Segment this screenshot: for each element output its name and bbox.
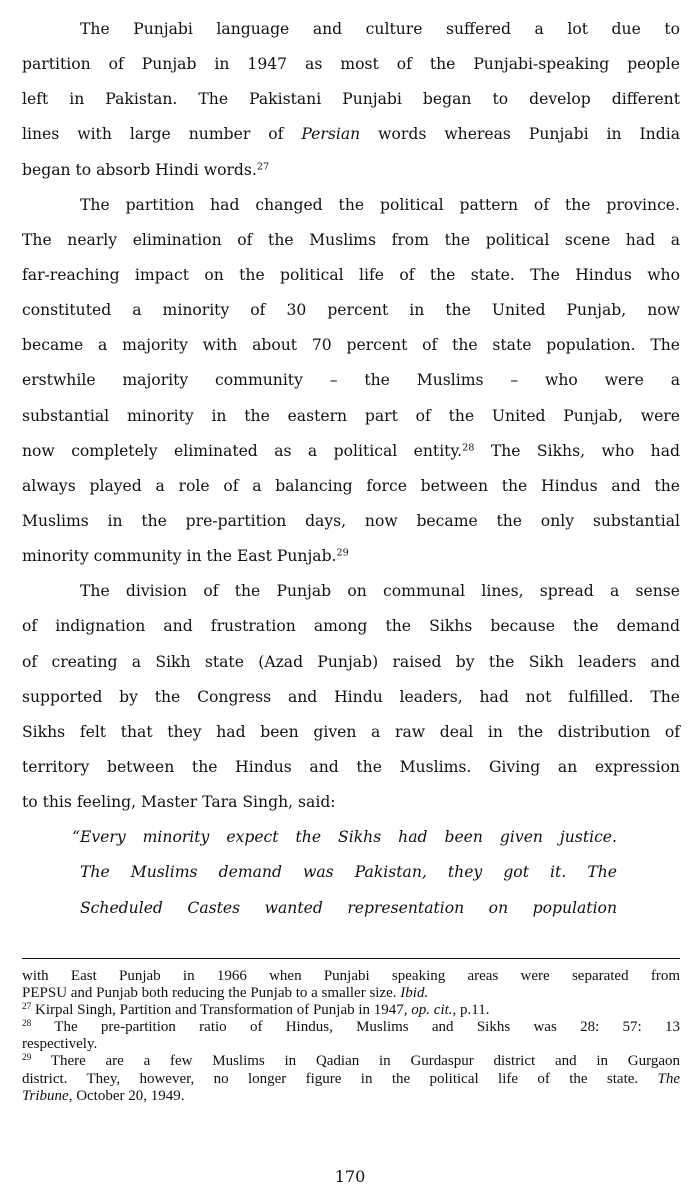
text-line (22, 469, 680, 504)
text-span: The division of the Punjab on communal lines, spread a sense (80, 582, 680, 601)
text-span: PEPSU and Punjab both reducing the Punjab to a smaller size. (22, 985, 401, 1002)
text-line (22, 1053, 680, 1070)
text-line (22, 891, 617, 926)
block-quote (22, 820, 680, 925)
body-text (22, 12, 680, 926)
text-line (22, 645, 680, 680)
text-span: became a majority with about 70 percent of the state population. The (22, 336, 680, 355)
text-span: The Punjabi language and culture suffered a lot due to (80, 20, 680, 38)
text-span: substantial minority in the eastern part of the United Punjab, were (22, 406, 680, 425)
text-span: There are a few Muslims in Qadian in Gurdaspur district and in Gurgaon (31, 1053, 680, 1070)
text-span: , p.11. (452, 1002, 490, 1019)
text-line (22, 680, 680, 715)
text-line (22, 47, 680, 82)
text-line (22, 1071, 680, 1088)
text-line (22, 785, 680, 820)
text-line (22, 82, 680, 117)
text-span: always played a role of a balancing force between the Hindus and the (22, 476, 680, 495)
text-span: now completely eliminated as a political entity. (22, 441, 463, 460)
text-span: Scheduled Castes wanted representation on population (80, 898, 617, 917)
text-span: partition of Punjab in 1947 as most of the Punjabi-speaking people (22, 55, 680, 74)
text-span: minority community in the East Punjab. (22, 547, 337, 566)
text-span: supported by the Congress and Hindu leaders, had not fulfilled. The (22, 687, 680, 706)
text-line (22, 539, 680, 574)
paragraph (22, 188, 680, 575)
text-line (22, 399, 680, 434)
text-span: of indignation and frustration among the Sikhs because the demand (22, 617, 680, 636)
text-span: territory between the Hindus and the Muslims. Giving an expression (22, 757, 680, 776)
text-line (22, 1088, 680, 1105)
footnotes (22, 968, 680, 1105)
text-span: with East Punjab in 1966 when Punjabi speaking areas were separated from (22, 968, 680, 984)
text-line (22, 750, 680, 785)
text-line (22, 117, 680, 152)
text-line (22, 985, 680, 1002)
text-line (22, 258, 680, 293)
italic-text: op. cit. (411, 1002, 453, 1019)
text-line (22, 504, 680, 539)
text-span: lines with large number of (22, 125, 302, 144)
text-line (22, 715, 680, 750)
text-span: “Every minority expect the Sikhs had been given justice. (72, 828, 617, 847)
footnote-ref: 27 (22, 1002, 32, 1013)
text-line (22, 820, 617, 855)
footnote-separator (22, 958, 680, 959)
text-line (22, 188, 680, 223)
text-line (22, 363, 680, 398)
italic-text: Tribune (22, 1087, 69, 1104)
text-span: left in Pakistan. The Pakistani Punjabi began to develop different (22, 90, 680, 109)
text-line (22, 434, 680, 469)
footnote (22, 1002, 680, 1019)
text-line (22, 855, 617, 890)
footnote (22, 1019, 680, 1053)
text-span: constituted a minority of 30 percent in the United Punjab, now (22, 301, 680, 320)
text-span: erstwhile majority community – the Muslims – who were a (22, 371, 680, 390)
text-span: respectively. (22, 1036, 98, 1053)
text-line (22, 1036, 680, 1053)
footnote-ref: 27 (256, 161, 270, 173)
text-span: The Sikhs, who had (474, 441, 680, 460)
text-line (22, 328, 680, 363)
text-span: , October 20, 1949. (68, 1087, 185, 1104)
text-line (22, 293, 680, 328)
footnote (22, 968, 680, 1002)
text-span: far-reaching impact on the political life of the state. The Hindus who (22, 265, 680, 284)
text-line (22, 12, 680, 47)
paragraph (22, 12, 680, 188)
footnote-ref: 29 (22, 1053, 32, 1064)
text-line (22, 609, 680, 644)
text-span: Muslims in the pre-partition days, now became the only substantial (22, 511, 680, 530)
italic-text: Ibid. (400, 985, 429, 1002)
text-span: to this feeling, Master Tara Singh, said: (22, 793, 336, 812)
text-span: Sikhs felt that they had been given a raw deal in the distribution of (22, 722, 680, 741)
footnote-ref: 29 (336, 547, 349, 559)
text-span: Kirpal Singh, Partition and Transformation of Punjab in 1947, (31, 1002, 412, 1019)
page-number: 170 (334, 1167, 366, 1186)
italic-text: Persian (301, 125, 361, 144)
text-span: The Muslims demand was Pakistan, they got it. The (80, 863, 617, 882)
text-span: The nearly elimination of the Muslims from the political scene had a (22, 230, 680, 249)
text-line (22, 223, 680, 258)
text-span: of creating a Sikh state (Azad Punjab) raised by the Sikh leaders and (22, 652, 680, 671)
text-span: district. They, however, no longer figure in the political life of the state. (22, 1070, 658, 1087)
text-line (22, 1019, 680, 1036)
text-line (22, 574, 680, 609)
text-span: words whereas Punjabi in India (360, 125, 680, 144)
text-line (22, 1002, 680, 1019)
footnote (22, 1053, 680, 1104)
text-span: The partition had changed the political pattern of the province. (80, 195, 680, 214)
italic-text: The (657, 1070, 680, 1087)
footnote-ref: 28 (22, 1019, 32, 1030)
text-span: The pre-partition ratio of Hindus, Muslims and Sikhs was 28: 57: 13 (31, 1019, 680, 1036)
paragraph (22, 574, 680, 820)
text-line (22, 968, 680, 985)
text-line (22, 153, 680, 188)
footnote-ref: 28 (462, 442, 475, 454)
text-span: began to absorb Hindi words. (22, 160, 257, 179)
